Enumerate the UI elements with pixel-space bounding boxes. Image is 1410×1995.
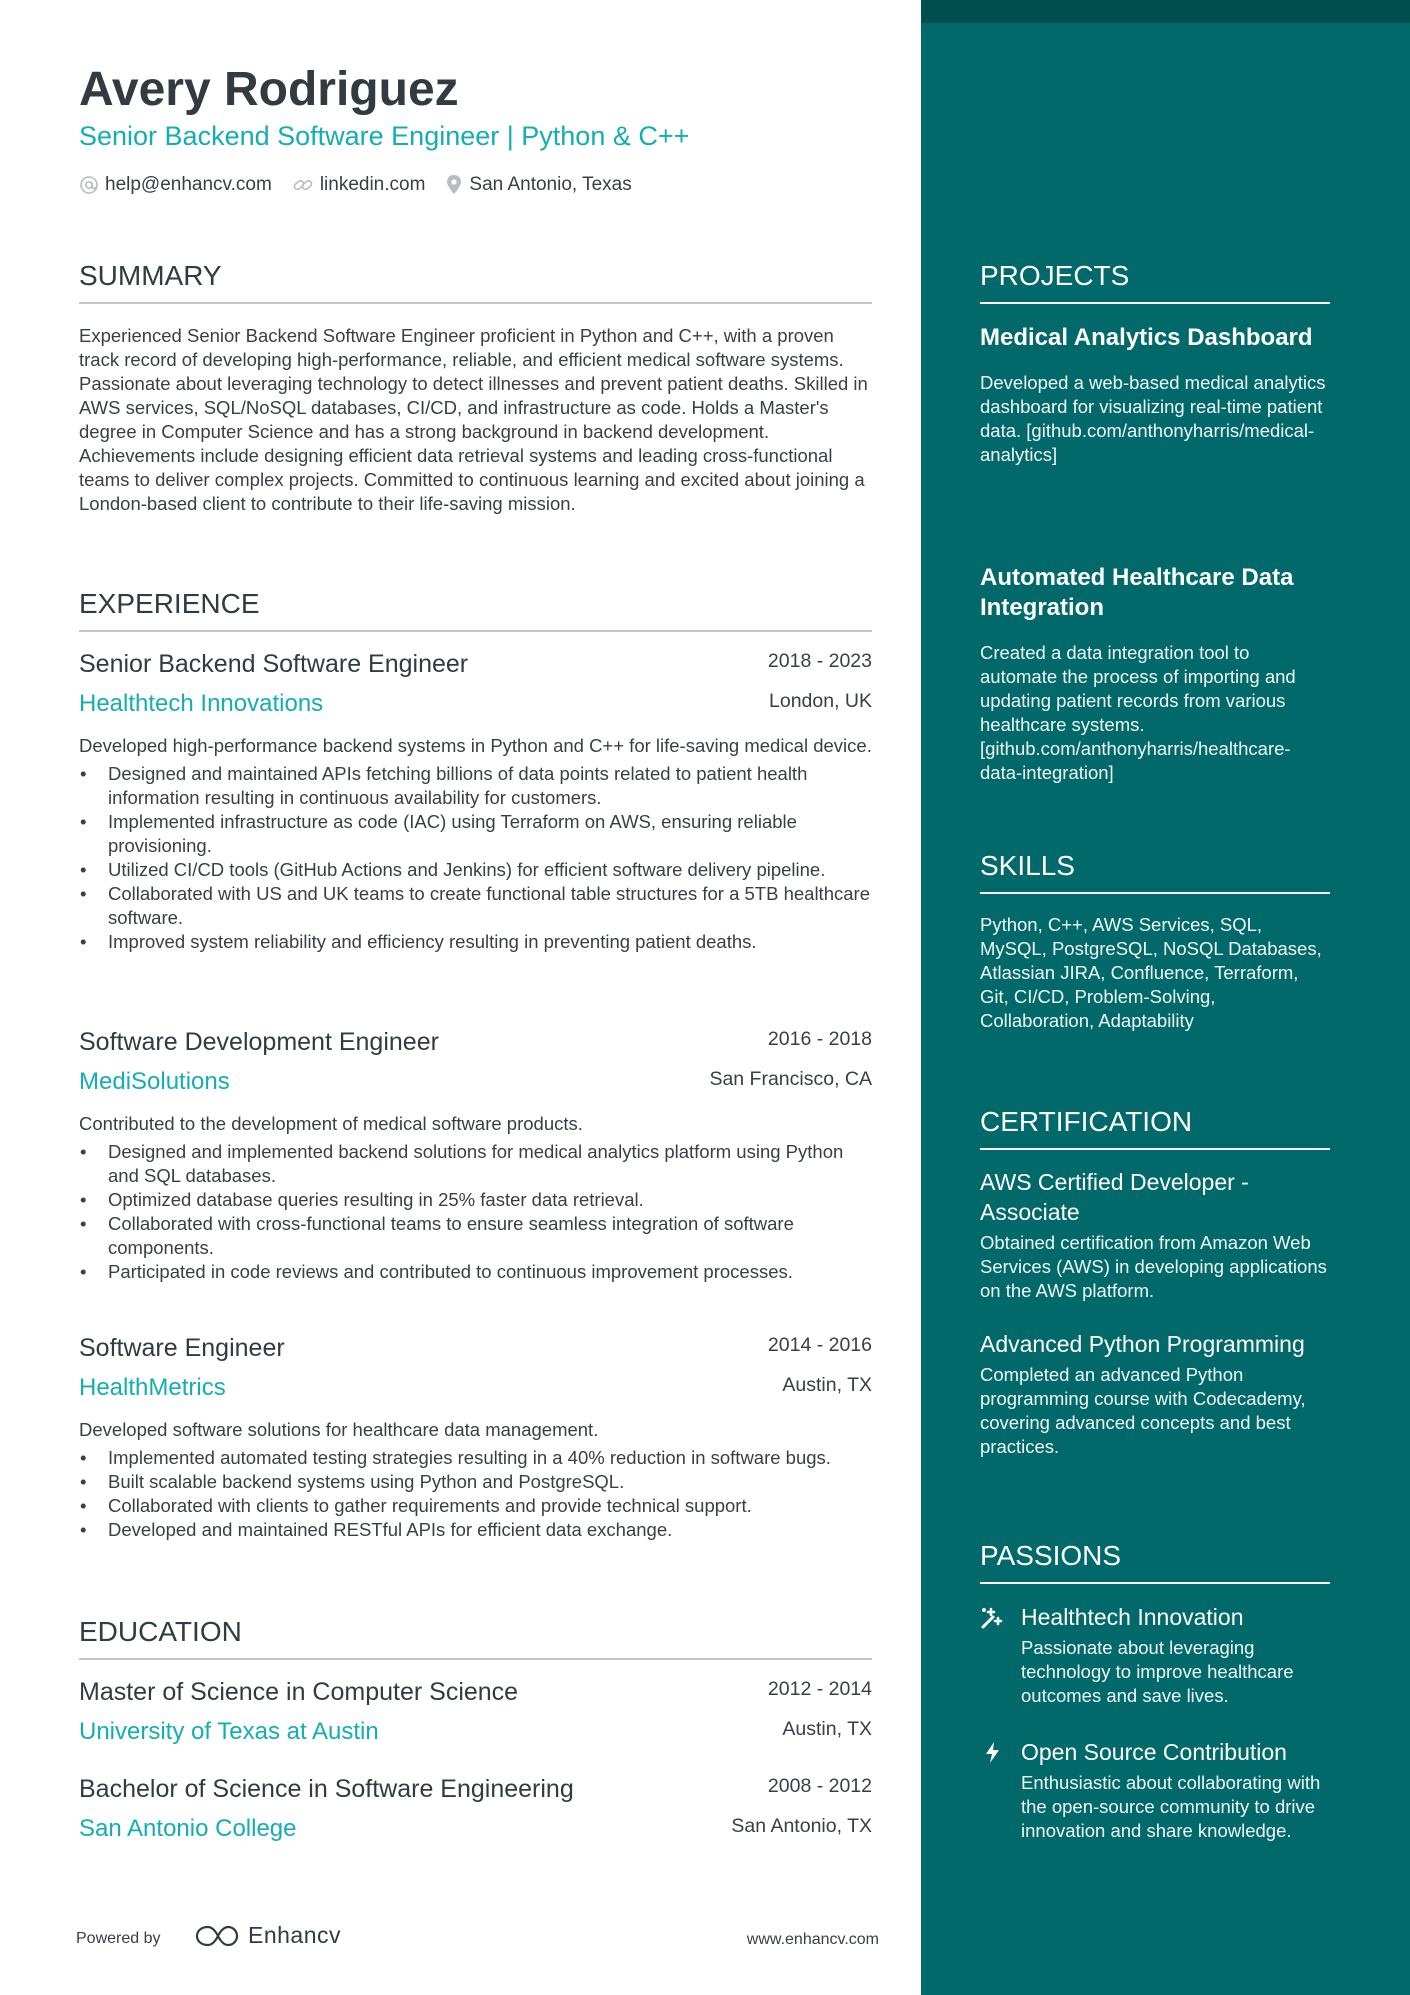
- education-entry: [79, 1775, 872, 1847]
- skills-heading: SKILLS: [980, 850, 1330, 894]
- enhancv-logo-text: Enhancv: [248, 1922, 342, 1948]
- education-heading: EDUCATION: [79, 1616, 872, 1660]
- project-description: Created a data integration tool to automate the process of importing and updating patient records from various healthcare systems. [github.com/anthonyharris/healthcare-data-integration]: [980, 642, 1296, 783]
- contact-email-text: help@enhancv.com: [105, 174, 272, 195]
- medical-cross-icon: [980, 1605, 1005, 1630]
- job-entry: [79, 1028, 872, 1284]
- job-company: HealthMetrics: [79, 1374, 226, 1401]
- contact-location: [445, 174, 631, 196]
- job-bullet: • Optimized database queries resulting in 25% faster data retrieval.: [79, 1188, 872, 1212]
- job-location: Austin, TX: [782, 1374, 872, 1396]
- contact-linkedin[interactable]: [292, 174, 426, 196]
- passion-entry: [980, 1737, 1330, 1843]
- job-bullet: • Collaborated with clients to gather requirements and provide technical support.: [79, 1494, 872, 1518]
- education-school: University of Texas at Austin: [79, 1718, 379, 1745]
- job-bullet: • Implemented automated testing strategies resulting in a 40% reduction in software bugs.: [79, 1446, 872, 1470]
- job-location: London, UK: [769, 690, 872, 712]
- job-bullet: • Utilized CI/CD tools (GitHub Actions and Jenkins) for efficient software delivery pipeline.: [79, 858, 872, 882]
- projects-heading: PROJECTS: [980, 260, 1330, 304]
- job-company: Healthtech Innovations: [79, 690, 324, 717]
- candidate-name: Avery Rodriguez: [79, 63, 459, 116]
- website-link[interactable]: www.enhancv.com: [746, 1931, 879, 1948]
- passion-title: Healthtech Innovation: [1021, 1603, 1244, 1630]
- passion-entry: [980, 1602, 1330, 1708]
- job-bullet: • Built scalable backend systems using Python and PostgreSQL.: [79, 1470, 872, 1494]
- job-bullets: [79, 1446, 872, 1542]
- certification-description: Obtained certification from Amazon Web Services (AWS) in developing applications on the AWS platform.: [980, 1232, 1327, 1301]
- job-bullet: • Developed and maintained RESTful APIs for efficient data exchange.: [79, 1518, 872, 1542]
- summary-text: Experienced Senior Backend Software Engineer proficient in Python and C++, with a proven track record of developing high-performance, reliable, and efficient medical software systems. Passionate about leveraging technology to detect illnesses and prevent patient deaths. Skilled in AWS services, SQL/NoSQL databases, CI/CD, and infrastructure as code. Holds a Master's degree in Computer Science and has a strong background in backend development. Achievements include designing efficient data retrieval systems and leading cross-functional teams to deliver complex projects. Committed to continuous learning and excited about joining a London-based client to contribute to their life-saving mission.: [79, 325, 868, 514]
- job-entry: [79, 650, 872, 954]
- passions-heading: PASSIONS: [980, 1540, 1330, 1584]
- education-entry: [79, 1678, 872, 1750]
- education-degree: Bachelor of Science in Software Engineering: [79, 1775, 574, 1803]
- education-dates: 2012 - 2014: [767, 1678, 872, 1700]
- job-bullet: • Designed and implemented backend solutions for medical analytics platform using Python and SQL databases.: [79, 1140, 872, 1188]
- passion-title: Open Source Contribution: [1021, 1738, 1287, 1765]
- job-bullet: • Improved system reliability and efficiency resulting in preventing patient deaths.: [79, 930, 872, 954]
- passion-description: Passionate about leveraging technology to improve healthcare outcomes and save lives.: [1021, 1637, 1294, 1706]
- job-bullets: [79, 762, 872, 954]
- certification-entry: [980, 1167, 1330, 1303]
- job-description: Developed software solutions for healthcare data management.: [79, 1419, 599, 1440]
- job-location: San Francisco, CA: [709, 1068, 872, 1090]
- footer: [76, 1918, 879, 1958]
- job-entry: [79, 1334, 872, 1542]
- certification-heading: CERTIFICATION: [980, 1106, 1330, 1150]
- project-entry: [980, 323, 1330, 467]
- sidebar-top-bar: [921, 0, 1410, 23]
- job-role: Software Development Engineer: [79, 1028, 439, 1056]
- project-entry: [980, 563, 1330, 785]
- enhancv-logo-icon: [194, 1923, 240, 1949]
- certification-description: Completed an advanced Python programming course with Codecademy, covering advanced concepts and best practices.: [980, 1364, 1306, 1457]
- education-degree: Master of Science in Computer Science: [79, 1678, 519, 1706]
- certification-title: Advanced Python Programming: [980, 1331, 1305, 1357]
- contact-location-text: San Antonio, Texas: [469, 174, 632, 195]
- job-dates: 2014 - 2016: [767, 1334, 872, 1356]
- enhancv-logo[interactable]: [194, 1922, 341, 1949]
- job-bullets: [79, 1140, 872, 1284]
- contact-linkedin-text: linkedin.com: [319, 174, 426, 195]
- job-dates: 2016 - 2018: [767, 1028, 872, 1050]
- skills-text: Python, C++, AWS Services, SQL, MySQL, PostgreSQL, NoSQL Databases, Atlassian JIRA, Confluence, Terraform, Git, CI/CD, Problem-Solving, Collaboration, Adaptability: [980, 914, 1322, 1031]
- at-icon: [79, 175, 99, 195]
- job-bullet: • Participated in code reviews and contributed to continuous improvement processes.: [79, 1260, 872, 1284]
- link-icon: [292, 175, 314, 195]
- job-description: Contributed to the development of medical software products.: [79, 1113, 583, 1134]
- project-description: Developed a web-based medical analytics dashboard for visualizing real-time patient data. [github.com/anthonyharris/medical-analytics]: [980, 372, 1326, 465]
- job-bullet: • Collaborated with US and UK teams to create functional table structures for a 5TB healthcare software.: [79, 882, 872, 930]
- certification-title: AWS Certified Developer - Associate: [980, 1169, 1249, 1225]
- job-bullet: • Collaborated with cross-functional teams to ensure seamless integration of software components.: [79, 1212, 872, 1260]
- summary-heading: SUMMARY: [79, 260, 872, 304]
- job-bullet: • Implemented infrastructure as code (IAC) using Terraform on AWS, ensuring reliable provisioning.: [79, 810, 872, 858]
- location-pin-icon: [445, 174, 463, 196]
- job-company: MediSolutions: [79, 1068, 230, 1095]
- experience-heading: EXPERIENCE: [79, 588, 872, 632]
- education-location: Austin, TX: [782, 1718, 872, 1740]
- certification-entry: [980, 1329, 1330, 1459]
- candidate-title: Senior Backend Software Engineer | Python & C++: [79, 121, 690, 151]
- job-dates: 2018 - 2023: [767, 650, 872, 672]
- project-title: Automated Healthcare Data Integration: [980, 564, 1294, 621]
- education-dates: 2008 - 2012: [767, 1775, 872, 1797]
- job-role: Senior Backend Software Engineer: [79, 650, 469, 678]
- education-location: San Antonio, TX: [731, 1815, 872, 1837]
- job-description: Developed high-performance backend systems in Python and C++ for life-saving medical device.: [79, 735, 872, 756]
- lightning-bolt-icon: [980, 1740, 1005, 1765]
- contact-row: [79, 173, 652, 197]
- powered-by-label: Powered by: [76, 1930, 161, 1947]
- job-role: Software Engineer: [79, 1334, 285, 1362]
- contact-email[interactable]: [79, 174, 272, 196]
- passion-description: Enthusiastic about collaborating with the open-source community to drive innovation and share knowledge.: [1021, 1772, 1321, 1841]
- project-title: Medical Analytics Dashboard: [980, 324, 1313, 351]
- job-bullet: • Designed and maintained APIs fetching billions of data points related to patient health information resulting in continuous availability for customers.: [79, 762, 872, 810]
- education-school: San Antonio College: [79, 1815, 297, 1842]
